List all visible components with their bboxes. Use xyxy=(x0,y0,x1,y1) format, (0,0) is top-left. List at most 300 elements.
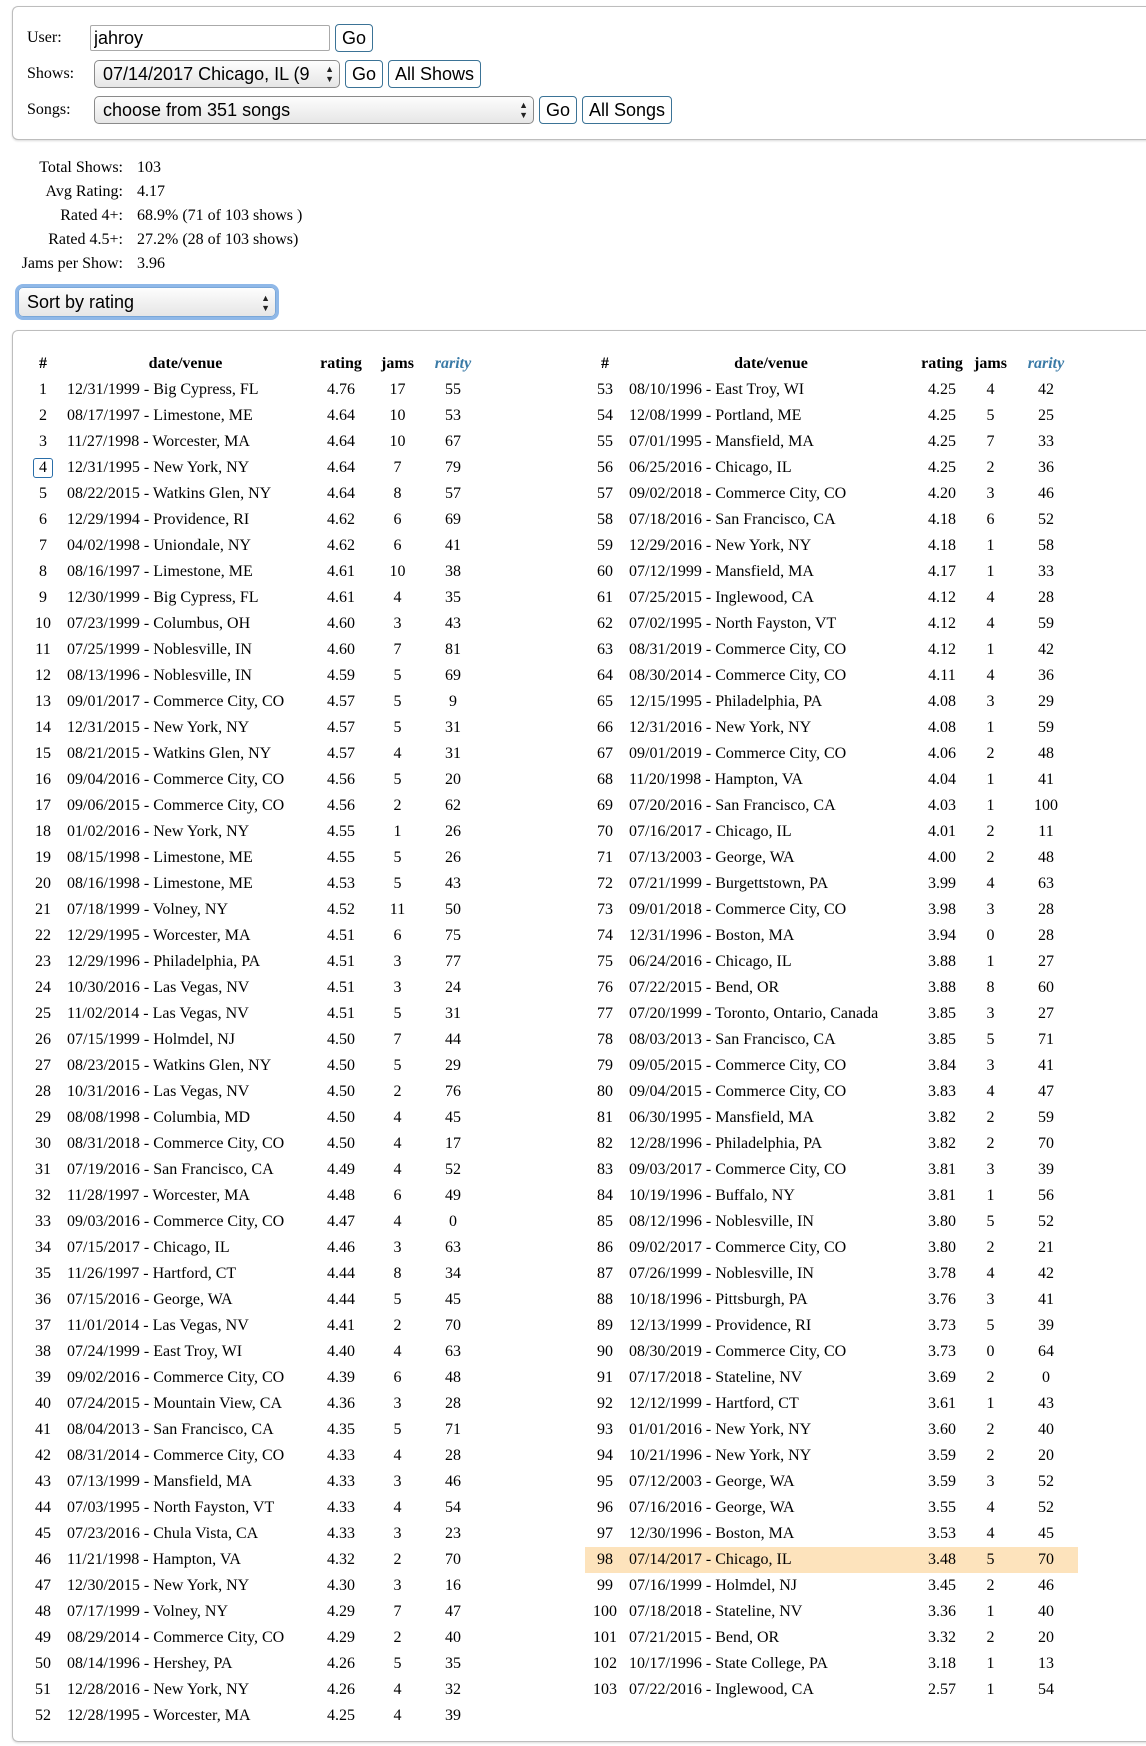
row-rarity: 52 xyxy=(1038,1473,1054,1490)
row-date-venue[interactable]: 07/24/2015 - Mountain View, CA xyxy=(67,1395,283,1412)
row-rarity: 44 xyxy=(445,1031,461,1048)
row-date-venue[interactable]: 07/12/1999 - Mansfield, MA xyxy=(629,563,814,580)
table-row[interactable] xyxy=(585,741,1078,767)
row-date-venue[interactable]: 09/02/2018 - Commerce City, CO xyxy=(629,485,847,502)
row-date-venue[interactable]: 12/31/1995 - New York, NY xyxy=(67,459,250,476)
table-row[interactable] xyxy=(23,741,485,767)
row-date-venue[interactable]: 12/30/1996 - Boston, MA xyxy=(629,1525,795,1542)
row-date-venue[interactable]: 11/21/1998 - Hampton, VA xyxy=(67,1551,241,1568)
row-date-venue[interactable]: 07/22/2015 - Bend, OR xyxy=(629,979,780,996)
table-row[interactable] xyxy=(23,1079,485,1105)
row-date-venue[interactable]: 07/03/1995 - North Fayston, VT xyxy=(67,1499,275,1516)
row-date-venue[interactable]: 11/28/1997 - Worcester, MA xyxy=(67,1187,250,1204)
row-date-venue[interactable]: 08/15/1998 - Limestone, ME xyxy=(67,849,253,866)
row-date-venue[interactable]: 07/25/1999 - Noblesville, IN xyxy=(67,641,252,658)
row-date-venue[interactable]: 08/29/2014 - Commerce City, CO xyxy=(67,1629,285,1646)
table-row[interactable] xyxy=(585,1287,1078,1313)
table-row[interactable] xyxy=(23,455,485,481)
row-date-venue[interactable]: 12/31/1999 - Big Cypress, FL xyxy=(67,381,259,398)
row-rating: 4.11 xyxy=(928,667,956,684)
row-jams: 2 xyxy=(393,1083,402,1100)
row-number: 86 xyxy=(597,1239,613,1256)
row-date-venue[interactable]: 07/16/1999 - Holmdel, NJ xyxy=(629,1577,797,1594)
row-date-venue[interactable]: 08/30/2014 - Commerce City, CO xyxy=(629,667,847,684)
row-rating: 3.32 xyxy=(928,1629,956,1646)
row-number: 40 xyxy=(35,1395,51,1412)
table-row[interactable] xyxy=(585,871,1078,897)
row-date-venue[interactable]: 08/03/2013 - San Francisco, CA xyxy=(629,1031,836,1048)
row-date-venue[interactable]: 11/20/1998 - Hampton, VA xyxy=(629,771,803,788)
row-rarity: 45 xyxy=(1038,1525,1054,1542)
row-number: 14 xyxy=(35,719,51,736)
table-row[interactable] xyxy=(23,1313,485,1339)
table-row[interactable] xyxy=(23,403,485,429)
row-date-venue[interactable]: 07/18/2018 - Stateline, NV xyxy=(629,1603,803,1620)
row-date-venue[interactable]: 12/15/1995 - Philadelphia, PA xyxy=(629,693,823,710)
header-rarity[interactable]: rarity xyxy=(1027,355,1065,372)
row-date-venue[interactable]: 10/19/1996 - Buffalo, NY xyxy=(629,1187,795,1204)
table-row[interactable] xyxy=(585,1131,1078,1157)
table-row[interactable] xyxy=(585,819,1078,845)
table-row[interactable] xyxy=(23,1339,485,1365)
row-date-venue[interactable]: 07/23/2016 - Chula Vista, CA xyxy=(67,1525,259,1542)
row-date-venue[interactable]: 12/31/2016 - New York, NY xyxy=(629,719,812,736)
table-row[interactable] xyxy=(585,1417,1078,1443)
table-row[interactable] xyxy=(585,1235,1078,1261)
row-date-venue[interactable]: 07/13/2003 - George, WA xyxy=(629,849,795,866)
table-row[interactable] xyxy=(23,1391,485,1417)
row-rarity: 52 xyxy=(1038,1213,1054,1230)
table-row[interactable] xyxy=(23,1027,485,1053)
table-row[interactable] xyxy=(585,1053,1078,1079)
table-row[interactable] xyxy=(23,1131,485,1157)
row-date-venue[interactable]: 07/15/2016 - George, WA xyxy=(67,1291,233,1308)
row-date-venue[interactable]: 07/21/1999 - Burgettstown, PA xyxy=(629,875,829,892)
row-date-venue[interactable]: 07/22/2016 - Inglewood, CA xyxy=(629,1681,814,1698)
table-row[interactable] xyxy=(23,1183,485,1209)
row-number: 67 xyxy=(597,745,613,762)
row-jams: 6 xyxy=(393,537,402,554)
table-row[interactable] xyxy=(585,637,1078,663)
row-date-venue[interactable]: 01/02/2016 - New York, NY xyxy=(67,823,250,840)
table-row[interactable] xyxy=(23,1235,485,1261)
row-rarity: 28 xyxy=(445,1395,461,1412)
row-date-venue[interactable]: 12/28/1995 - Worcester, MA xyxy=(67,1707,251,1724)
table-row[interactable] xyxy=(23,1105,485,1131)
table-row[interactable] xyxy=(585,1339,1078,1365)
row-rarity: 62 xyxy=(445,797,461,814)
row-rarity: 47 xyxy=(1038,1083,1054,1100)
row-date-venue[interactable]: 12/29/1995 - Worcester, MA xyxy=(67,927,251,944)
row-number: 75 xyxy=(597,953,613,970)
table-row[interactable] xyxy=(585,1157,1078,1183)
row-date-venue[interactable]: 08/23/2015 - Watkins Glen, NY xyxy=(67,1057,272,1074)
row-date-venue[interactable]: 12/30/2015 - New York, NY xyxy=(67,1577,250,1594)
row-rating: 3.78 xyxy=(928,1265,956,1282)
row-date-venue[interactable]: 08/13/1996 - Noblesville, IN xyxy=(67,667,252,684)
row-rarity: 13 xyxy=(1038,1655,1054,1672)
row-date-venue[interactable]: 07/02/1995 - North Fayston, VT xyxy=(629,615,837,632)
row-date-venue[interactable]: 12/29/2016 - New York, NY xyxy=(629,537,812,554)
row-date-venue[interactable]: 07/15/2017 - Chicago, IL xyxy=(67,1239,230,1256)
row-number: 36 xyxy=(35,1291,51,1308)
row-date-venue[interactable]: 09/04/2016 - Commerce City, CO xyxy=(67,771,285,788)
table-row[interactable] xyxy=(585,663,1078,689)
row-date-venue[interactable]: 09/03/2016 - Commerce City, CO xyxy=(67,1213,285,1230)
row-date-venue[interactable]: 07/24/1999 - East Troy, WI xyxy=(67,1343,243,1360)
row-date-venue[interactable]: 10/18/1996 - Pittsburgh, PA xyxy=(629,1291,808,1308)
table-row[interactable] xyxy=(23,611,485,637)
table-row[interactable] xyxy=(23,1001,485,1027)
stat-value: 4.17 xyxy=(137,183,165,200)
table-row[interactable] xyxy=(585,611,1078,637)
table-row[interactable] xyxy=(23,1651,485,1677)
table-row[interactable] xyxy=(585,403,1078,429)
row-rarity: 75 xyxy=(445,927,461,944)
row-number: 96 xyxy=(597,1499,613,1516)
table-row[interactable] xyxy=(585,1469,1078,1495)
row-jams: 6 xyxy=(393,511,402,528)
row-date-venue[interactable]: 04/02/1998 - Uniondale, NY xyxy=(67,537,251,554)
table-row[interactable] xyxy=(23,1209,485,1235)
table-row[interactable] xyxy=(23,429,485,455)
row-jams: 1 xyxy=(986,641,995,658)
table-row[interactable] xyxy=(23,1365,485,1391)
row-date-venue[interactable]: 08/22/2015 - Watkins Glen, NY xyxy=(67,485,272,502)
row-date-venue[interactable]: 12/28/2016 - New York, NY xyxy=(67,1681,250,1698)
table-row[interactable] xyxy=(23,1443,485,1469)
row-rating: 4.33 xyxy=(327,1447,355,1464)
row-rating: 4.08 xyxy=(928,719,956,736)
row-rating: 4.64 xyxy=(327,407,355,424)
row-date-venue[interactable]: 08/14/1996 - Hershey, PA xyxy=(67,1655,233,1672)
row-number: 73 xyxy=(597,901,613,918)
user-go-button[interactable]: Go xyxy=(335,24,373,52)
row-date-venue[interactable]: 07/14/2017 - Chicago, IL xyxy=(629,1551,792,1568)
row-date-venue[interactable]: 09/01/2018 - Commerce City, CO xyxy=(629,901,847,918)
table-row[interactable] xyxy=(23,767,485,793)
row-number: 22 xyxy=(35,927,51,944)
table-row[interactable] xyxy=(585,689,1078,715)
table-row[interactable] xyxy=(585,923,1078,949)
table-row[interactable] xyxy=(585,845,1078,871)
row-rarity: 25 xyxy=(1038,407,1054,424)
table-row[interactable] xyxy=(23,715,485,741)
row-rating: 4.49 xyxy=(327,1161,355,1178)
table-row[interactable] xyxy=(23,1287,485,1313)
row-date-venue[interactable]: 07/15/1999 - Holmdel, NJ xyxy=(67,1031,235,1048)
row-date-venue[interactable]: 10/31/2016 - Las Vegas, NV xyxy=(67,1083,250,1100)
row-rating: 3.81 xyxy=(928,1187,956,1204)
table-row[interactable] xyxy=(585,1313,1078,1339)
row-number: 31 xyxy=(35,1161,51,1178)
row-date-venue[interactable]: 08/31/2014 - Commerce City, CO xyxy=(67,1447,285,1464)
row-number: 65 xyxy=(597,693,613,710)
table-row[interactable] xyxy=(23,1677,485,1703)
row-rarity: 52 xyxy=(1038,511,1054,528)
row-date-venue[interactable]: 07/12/2003 - George, WA xyxy=(629,1473,795,1490)
table-row[interactable] xyxy=(23,1703,485,1729)
focused-row-number[interactable]: 4 xyxy=(33,458,53,478)
table-row[interactable] xyxy=(23,897,485,923)
table-row[interactable] xyxy=(585,1625,1078,1651)
row-date-venue[interactable]: 10/21/1996 - New York, NY xyxy=(629,1447,812,1464)
table-row[interactable] xyxy=(23,1547,485,1573)
row-date-venue[interactable]: 09/02/2016 - Commerce City, CO xyxy=(67,1369,285,1386)
table-row[interactable] xyxy=(585,1183,1078,1209)
row-rating: 3.69 xyxy=(928,1369,956,1386)
row-jams: 2 xyxy=(986,1369,995,1386)
row-date-venue[interactable]: 08/30/2019 - Commerce City, CO xyxy=(629,1343,847,1360)
row-rating: 4.01 xyxy=(928,823,956,840)
table-row[interactable] xyxy=(23,1417,485,1443)
table-row[interactable] xyxy=(585,1261,1078,1287)
row-number: 66 xyxy=(597,719,613,736)
row-jams: 3 xyxy=(393,1239,402,1256)
table-row[interactable] xyxy=(585,975,1078,1001)
row-date-venue[interactable]: 09/04/2015 - Commerce City, CO xyxy=(629,1083,847,1100)
row-jams: 5 xyxy=(393,875,402,892)
row-date-venue[interactable]: 12/28/1996 - Philadelphia, PA xyxy=(629,1135,823,1152)
table-row[interactable] xyxy=(585,1651,1078,1677)
row-date-venue[interactable]: 01/01/2016 - New York, NY xyxy=(629,1421,812,1438)
row-rarity: 43 xyxy=(445,615,461,632)
row-date-venue[interactable]: 06/30/1995 - Mansfield, MA xyxy=(629,1109,814,1126)
row-number: 69 xyxy=(597,797,613,814)
table-row[interactable] xyxy=(585,481,1078,507)
shows-select[interactable] xyxy=(94,60,340,88)
row-date-venue[interactable]: 11/01/2014 - Las Vegas, NV xyxy=(67,1317,249,1334)
row-date-venue[interactable]: 09/01/2019 - Commerce City, CO xyxy=(629,745,847,762)
row-number: 89 xyxy=(597,1317,613,1334)
row-date-venue[interactable]: 08/17/1997 - Limestone, ME xyxy=(67,407,253,424)
table-row[interactable] xyxy=(23,637,485,663)
table-row[interactable] xyxy=(23,533,485,559)
table-row[interactable] xyxy=(585,455,1078,481)
table-row[interactable] xyxy=(23,481,485,507)
row-date-venue[interactable]: 09/03/2017 - Commerce City, CO xyxy=(629,1161,847,1178)
row-rarity: 32 xyxy=(445,1681,461,1698)
row-jams: 2 xyxy=(986,1577,995,1594)
table-row[interactable] xyxy=(23,819,485,845)
row-date-venue[interactable]: 06/24/2016 - Chicago, IL xyxy=(629,953,792,970)
table-row[interactable] xyxy=(585,1105,1078,1131)
songs-select[interactable] xyxy=(94,96,534,124)
row-number: 12 xyxy=(35,667,51,684)
all-shows-button[interactable]: All Shows xyxy=(388,60,481,88)
row-date-venue[interactable]: 08/21/2015 - Watkins Glen, NY xyxy=(67,745,272,762)
row-date-venue[interactable]: 07/26/1999 - Noblesville, IN xyxy=(629,1265,814,1282)
table-row[interactable] xyxy=(585,715,1078,741)
songs-go-button[interactable]: Go xyxy=(539,96,577,124)
row-date-venue[interactable]: 12/29/1996 - Philadelphia, PA xyxy=(67,953,261,970)
row-rating: 4.12 xyxy=(928,589,956,606)
row-date-venue[interactable]: 08/16/1998 - Limestone, ME xyxy=(67,875,253,892)
table-row[interactable] xyxy=(23,559,485,585)
row-rating: 3.48 xyxy=(928,1551,956,1568)
table-row[interactable] xyxy=(23,1625,485,1651)
row-date-venue[interactable]: 07/16/2016 - George, WA xyxy=(629,1499,795,1516)
sort-select[interactable] xyxy=(18,287,276,317)
row-number: 20 xyxy=(35,875,51,892)
row-rarity: 20 xyxy=(1038,1629,1054,1646)
row-number: 91 xyxy=(597,1369,613,1386)
table-row[interactable] xyxy=(585,1573,1078,1599)
row-date-venue[interactable]: 12/31/1996 - Boston, MA xyxy=(629,927,795,944)
row-date-venue[interactable]: 11/02/2014 - Las Vegas, NV xyxy=(67,1005,249,1022)
stats-summary xyxy=(0,156,302,276)
row-rarity: 46 xyxy=(1038,485,1054,502)
table-row[interactable] xyxy=(23,871,485,897)
row-date-venue[interactable]: 10/30/2016 - Las Vegas, NV xyxy=(67,979,250,996)
row-rating: 4.41 xyxy=(327,1317,355,1334)
row-jams: 1 xyxy=(986,1187,995,1204)
table-row[interactable] xyxy=(585,377,1078,403)
row-jams: 4 xyxy=(393,1681,402,1698)
row-date-venue[interactable]: 07/17/2018 - Stateline, NV xyxy=(629,1369,803,1386)
row-date-venue[interactable]: 07/13/1999 - Mansfield, MA xyxy=(67,1473,252,1490)
table-row[interactable] xyxy=(585,1521,1078,1547)
row-rating: 4.57 xyxy=(327,719,355,736)
table-row[interactable] xyxy=(23,1521,485,1547)
table-row[interactable] xyxy=(585,1391,1078,1417)
row-rarity: 31 xyxy=(445,719,461,736)
row-rarity: 0 xyxy=(1042,1369,1050,1386)
table-row[interactable] xyxy=(23,949,485,975)
row-date-venue[interactable]: 10/17/1996 - State College, PA xyxy=(629,1655,828,1672)
table-row[interactable] xyxy=(585,1495,1078,1521)
row-date-venue[interactable]: 07/18/1999 - Volney, NY xyxy=(67,901,229,918)
row-date-venue[interactable]: 06/25/2016 - Chicago, IL xyxy=(629,459,792,476)
table-row[interactable] xyxy=(585,1443,1078,1469)
row-date-venue[interactable]: 08/08/1998 - Columbia, MD xyxy=(67,1109,251,1126)
row-jams: 4 xyxy=(393,1343,402,1360)
user-input[interactable] xyxy=(90,25,330,51)
row-date-venue[interactable]: 08/16/1997 - Limestone, ME xyxy=(67,563,253,580)
row-date-venue[interactable]: 12/29/1994 - Providence, RI xyxy=(67,511,250,528)
table-row[interactable] xyxy=(23,1495,485,1521)
row-rarity: 64 xyxy=(1038,1343,1054,1360)
row-date-venue[interactable]: 08/12/1996 - Noblesville, IN xyxy=(629,1213,814,1230)
table-row[interactable] xyxy=(585,1001,1078,1027)
row-rating: 4.06 xyxy=(928,745,956,762)
table-row[interactable] xyxy=(585,429,1078,455)
all-songs-button[interactable]: All Songs xyxy=(582,96,672,124)
table-row[interactable] xyxy=(585,1677,1078,1703)
row-rarity: 52 xyxy=(445,1161,461,1178)
table-row[interactable] xyxy=(23,845,485,871)
table-row[interactable] xyxy=(23,1053,485,1079)
table-row[interactable] xyxy=(585,1079,1078,1105)
table-row[interactable] xyxy=(585,507,1078,533)
row-jams: 1 xyxy=(986,953,995,970)
row-date-venue[interactable]: 09/02/2017 - Commerce City, CO xyxy=(629,1239,847,1256)
row-date-venue[interactable]: 08/31/2018 - Commerce City, CO xyxy=(67,1135,285,1152)
row-date-venue[interactable]: 11/26/1997 - Hartford, CT xyxy=(67,1265,237,1282)
row-date-venue[interactable]: 07/16/2017 - Chicago, IL xyxy=(629,823,792,840)
row-number: 49 xyxy=(35,1629,51,1646)
table-row[interactable] xyxy=(23,663,485,689)
row-date-venue[interactable]: 07/18/2016 - San Francisco, CA xyxy=(629,511,836,528)
row-date-venue[interactable]: 08/31/2019 - Commerce City, CO xyxy=(629,641,847,658)
row-date-venue[interactable]: 12/12/1999 - Hartford, CT xyxy=(629,1395,799,1412)
table-row[interactable] xyxy=(585,949,1078,975)
table-row[interactable] xyxy=(23,507,485,533)
row-date-venue[interactable]: 12/08/1999 - Portland, ME xyxy=(629,407,802,424)
row-rating: 4.76 xyxy=(327,381,355,398)
row-number: 44 xyxy=(35,1499,51,1516)
table-row[interactable] xyxy=(585,1209,1078,1235)
row-number: 100 xyxy=(593,1603,617,1620)
row-date-venue[interactable]: 09/05/2015 - Commerce City, CO xyxy=(629,1057,847,1074)
row-number: 58 xyxy=(597,511,613,528)
row-rarity: 27 xyxy=(1038,953,1054,970)
row-date-venue[interactable]: 07/17/1999 - Volney, NY xyxy=(67,1603,229,1620)
row-date-venue[interactable]: 08/10/1996 - East Troy, WI xyxy=(629,381,805,398)
table-row[interactable] xyxy=(585,1599,1078,1625)
row-date-venue[interactable]: 07/23/1999 - Columbus, OH xyxy=(67,615,251,632)
row-date-venue[interactable]: 09/06/2015 - Commerce City, CO xyxy=(67,797,285,814)
shows-go-button[interactable]: Go xyxy=(345,60,383,88)
table-row[interactable] xyxy=(585,1027,1078,1053)
row-jams: 4 xyxy=(393,1135,402,1152)
row-rarity: 41 xyxy=(1038,1057,1054,1074)
table-row[interactable] xyxy=(585,1365,1078,1391)
table-row[interactable] xyxy=(23,975,485,1001)
row-rarity: 20 xyxy=(1038,1447,1054,1464)
row-date-venue[interactable]: 07/21/2015 - Bend, OR xyxy=(629,1629,780,1646)
header-rarity[interactable]: rarity xyxy=(434,355,472,372)
row-rarity: 55 xyxy=(445,381,461,398)
row-date-venue[interactable]: 07/20/2016 - San Francisco, CA xyxy=(629,797,836,814)
row-date-venue[interactable]: 12/30/1999 - Big Cypress, FL xyxy=(67,589,259,606)
table-row[interactable] xyxy=(23,1469,485,1495)
row-date-venue[interactable]: 12/31/2015 - New York, NY xyxy=(67,719,250,736)
row-rarity: 79 xyxy=(445,459,461,476)
table-row[interactable] xyxy=(585,767,1078,793)
stat-label: Rated 4.5+: xyxy=(48,231,123,248)
table-row[interactable] xyxy=(23,1599,485,1625)
table-row[interactable] xyxy=(23,923,485,949)
table-row[interactable] xyxy=(23,585,485,611)
row-rarity: 28 xyxy=(1038,901,1054,918)
table-row[interactable] xyxy=(23,1157,485,1183)
row-date-venue[interactable]: 08/04/2013 - San Francisco, CA xyxy=(67,1421,274,1438)
table-row[interactable] xyxy=(23,1573,485,1599)
table-row[interactable] xyxy=(585,1547,1078,1573)
row-number: 59 xyxy=(597,537,613,554)
row-jams: 5 xyxy=(393,849,402,866)
table-row[interactable] xyxy=(23,1261,485,1287)
row-date-venue[interactable]: 12/13/1999 - Providence, RI xyxy=(629,1317,812,1334)
row-date-venue[interactable]: 07/25/2015 - Inglewood, CA xyxy=(629,589,814,606)
row-date-venue[interactable]: 07/19/2016 - San Francisco, CA xyxy=(67,1161,274,1178)
table-row[interactable] xyxy=(585,559,1078,585)
row-date-venue[interactable]: 11/27/1998 - Worcester, MA xyxy=(67,433,250,450)
table-row[interactable] xyxy=(585,585,1078,611)
row-rating: 3.61 xyxy=(928,1395,956,1412)
row-rarity: 41 xyxy=(445,537,461,554)
table-row[interactable] xyxy=(23,377,485,403)
row-date-venue[interactable]: 07/01/1995 - Mansfield, MA xyxy=(629,433,814,450)
row-date-venue[interactable]: 07/20/1999 - Toronto, Ontario, Canada xyxy=(629,1005,879,1022)
table-row[interactable] xyxy=(585,533,1078,559)
row-date-venue[interactable]: 09/01/2017 - Commerce City, CO xyxy=(67,693,285,710)
table-row[interactable] xyxy=(23,793,485,819)
table-row[interactable] xyxy=(23,689,485,715)
table-row[interactable] xyxy=(585,897,1078,923)
table-row[interactable] xyxy=(585,793,1078,819)
